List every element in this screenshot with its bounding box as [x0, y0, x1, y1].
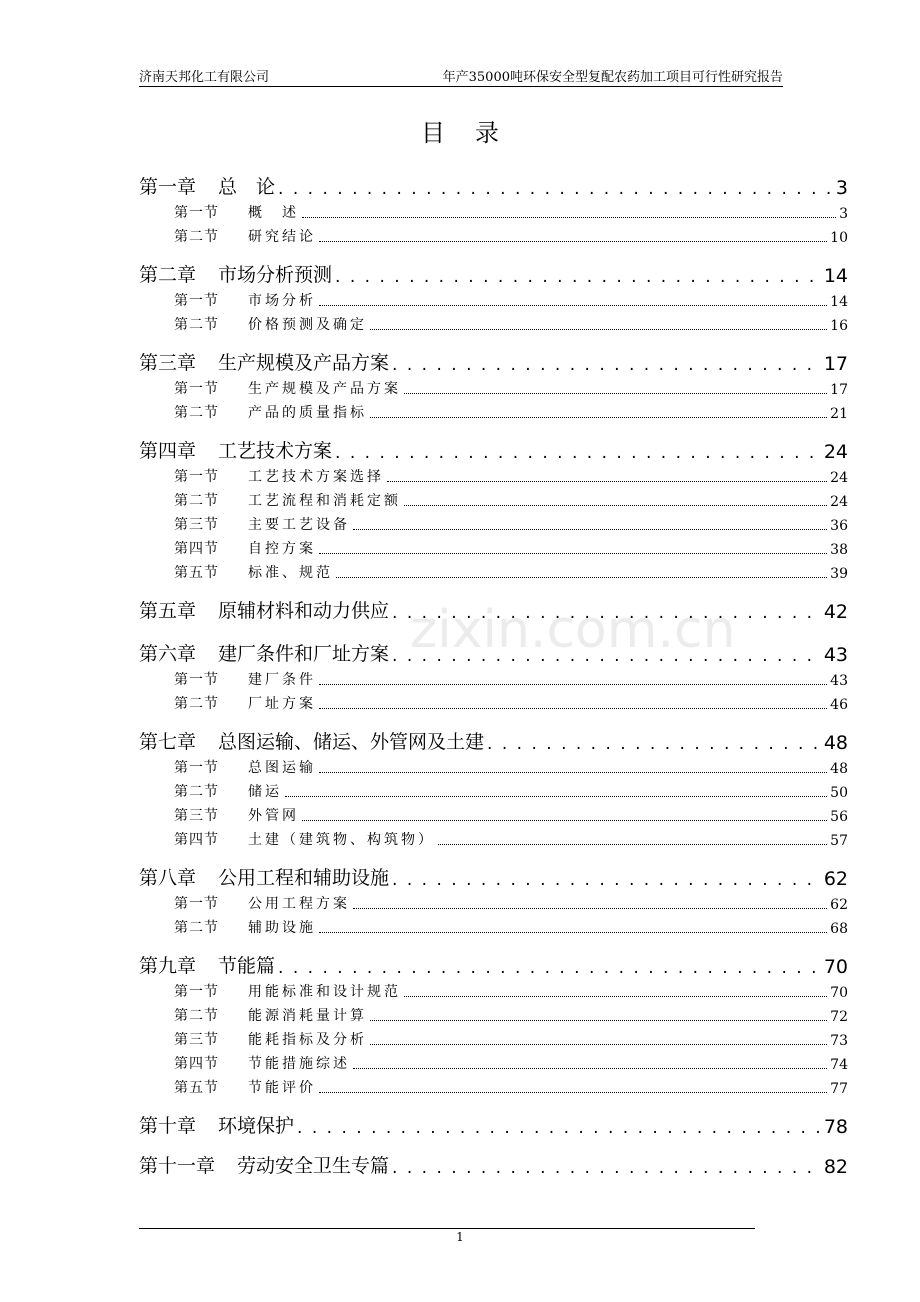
toc-entry-number: 第四节	[174, 1056, 219, 1072]
toc-entry-page: 14	[830, 294, 848, 310]
toc-entry-title: 土建（建筑物、构筑物）	[248, 832, 435, 848]
toc-entry-page: 21	[830, 406, 848, 422]
toc-entry-page: 70	[830, 985, 848, 1001]
toc-dot-leader	[302, 819, 827, 821]
toc-entry-page: 17	[823, 353, 848, 375]
toc-entry-number: 第三节	[174, 808, 219, 824]
toc-dot-leader	[404, 392, 827, 394]
toc-chapter-entry[interactable]	[139, 638, 848, 666]
toc-entry-title: 公用工程方案	[248, 896, 350, 912]
toc-entry-title: 工艺技术方案选择	[248, 469, 384, 485]
toc-entry-page: 57	[830, 833, 848, 849]
toc-entry-title: 能耗指标及分析	[248, 1032, 367, 1048]
toc-section-entry[interactable]	[139, 376, 848, 398]
toc-section-entry[interactable]	[139, 536, 848, 558]
toc-entry-title: 厂址方案	[248, 696, 316, 712]
toc-section-entry[interactable]	[139, 691, 848, 713]
toc-entry-page: 74	[830, 1057, 848, 1073]
toc-entry-title: 价格预测及确定	[248, 317, 367, 333]
toc-entry-title: 建厂条件和厂址方案	[218, 643, 390, 665]
toc-entry-title: 能源消耗量计算	[248, 1008, 367, 1024]
toc-entry-title: 概 述	[248, 205, 299, 221]
toc-entry-number: 第四章	[139, 440, 197, 462]
toc-entry-page: 62	[823, 868, 848, 890]
toc-entry-title: 环境保护	[218, 1115, 295, 1137]
toc-dot-leader	[319, 304, 827, 306]
toc-dot-leader	[319, 771, 827, 773]
toc-entry-number: 第四节	[174, 832, 219, 848]
toc-entry-title: 主要工艺设备	[248, 517, 350, 533]
toc-dot-leader	[319, 707, 827, 709]
page-header	[139, 64, 783, 87]
toc-dot-leader	[302, 216, 836, 218]
toc-entry-number: 第二节	[174, 493, 219, 509]
footer-page-number: 1	[456, 1230, 464, 1244]
toc-section-entry[interactable]	[139, 827, 848, 849]
toc-entry-title: 总图运输	[248, 760, 316, 776]
toc-entry-number: 第五章	[139, 600, 197, 622]
toc-section-entry[interactable]	[139, 1051, 848, 1073]
toc-dot-leader	[370, 1019, 827, 1021]
toc-chapter-entry[interactable]	[139, 595, 848, 623]
toc-entry-number: 第二节	[174, 405, 219, 421]
toc-entry-title: 总 论	[218, 176, 276, 198]
toc-entry-page: 62	[830, 897, 848, 913]
toc-entry-number: 第六章	[139, 643, 197, 665]
toc-dot-leader	[387, 480, 827, 482]
toc-entry-page: 3	[839, 206, 848, 222]
toc-section-entry[interactable]	[139, 400, 848, 422]
toc-dot-leader	[319, 240, 827, 242]
toc-chapter-entry[interactable]	[139, 347, 848, 375]
toc-entry-title: 公用工程和辅助设施	[218, 867, 390, 889]
toc-entry-page: 48	[830, 761, 848, 777]
toc-entry-page: 56	[830, 809, 848, 825]
toc-dot-leader	[370, 328, 827, 330]
toc-entry-page: 48	[823, 732, 848, 754]
toc-entry-number: 第一节	[174, 984, 219, 1000]
toc-entry-number: 第一节	[174, 469, 219, 485]
toc-entry-page: 82	[823, 1156, 848, 1178]
toc-section-entry[interactable]	[139, 560, 848, 582]
toc-entry-number: 第二章	[139, 264, 197, 286]
toc-entry-title: 市场分析	[248, 293, 316, 309]
toc-entry-page: 14	[823, 265, 848, 287]
toc-dot-leader	[438, 843, 827, 845]
header-report-title: 年产35000吨环保安全型复配农药加工项目可行性研究报告	[442, 70, 783, 85]
toc-dot-leader	[404, 995, 827, 997]
toc-entry-page: 73	[830, 1033, 848, 1049]
toc-dot-leader	[319, 683, 827, 685]
toc-dot-leader	[319, 931, 827, 933]
toc-dot-leader	[335, 271, 821, 283]
toc-entry-number: 第十章	[139, 1115, 197, 1137]
toc-entry-title: 储运	[248, 784, 282, 800]
toc-entry-title: 研究结论	[248, 229, 316, 245]
toc-section-entry[interactable]	[139, 224, 848, 246]
toc-entry-title: 劳动安全卫生专篇	[237, 1155, 390, 1177]
toc-entry-page: 43	[823, 644, 848, 666]
toc-entry-page: 10	[830, 230, 848, 246]
toc-entry-page: 36	[830, 518, 848, 534]
toc-section-entry[interactable]	[139, 1003, 848, 1025]
toc-entry-number: 第二节	[174, 784, 219, 800]
toc-entry-page: 38	[830, 542, 848, 558]
toc-entry-page: 77	[830, 1081, 848, 1097]
toc-entry-title: 用能标准和设计规范	[248, 984, 401, 1000]
toc-dot-leader	[392, 650, 821, 662]
toc-entry-title: 原辅材料和动力供应	[218, 600, 390, 622]
toc-entry-title: 节能评价	[248, 1080, 316, 1096]
toc-dot-leader	[278, 962, 821, 974]
toc-entry-number: 第七章	[139, 731, 197, 753]
toc-entry-title: 市场分析预测	[218, 264, 333, 286]
toc-dot-leader	[392, 1162, 821, 1174]
toc-entry-number: 第十一章	[139, 1155, 216, 1177]
toc-entry-title: 产品的质量指标	[248, 405, 367, 421]
toc-dot-leader	[404, 504, 827, 506]
toc-dot-leader	[278, 183, 833, 195]
toc-dot-leader	[353, 1067, 827, 1069]
toc-entry-page: 39	[830, 566, 848, 582]
toc-entry-title: 节能篇	[218, 955, 276, 977]
toc-chapter-entry[interactable]	[139, 1110, 848, 1138]
toc-entry-title: 工艺流程和消耗定额	[248, 493, 401, 509]
toc-section-entry[interactable]	[139, 1027, 848, 1049]
toc-entry-title: 总图运输、储运、外管网及土建	[218, 731, 485, 753]
toc-entry-number: 第八章	[139, 867, 197, 889]
toc-entry-number: 第二节	[174, 920, 219, 936]
toc-entry-title: 自控方案	[248, 541, 316, 557]
toc-entry-title: 工艺技术方案	[218, 440, 333, 462]
toc-dot-leader	[392, 359, 821, 371]
toc-entry-number: 第二节	[174, 229, 219, 245]
toc-entry-page: 50	[830, 785, 848, 801]
toc-dot-leader	[353, 528, 827, 530]
toc-section-entry[interactable]	[139, 288, 848, 310]
toc-section-entry[interactable]	[139, 979, 848, 1001]
toc-section-entry[interactable]	[139, 915, 848, 937]
toc-entry-page: 68	[830, 921, 848, 937]
toc-section-entry[interactable]	[139, 803, 848, 825]
toc-chapter-entry[interactable]	[139, 950, 848, 978]
toc-section-entry[interactable]	[139, 464, 848, 486]
toc-entry-number: 第一章	[139, 176, 197, 198]
toc-entry-page: 24	[830, 494, 848, 510]
toc-entry-page: 43	[830, 673, 848, 689]
toc-entry-title: 标准、规范	[248, 565, 333, 581]
toc-entry-number: 第三节	[174, 517, 219, 533]
toc-entry-title: 生产规模及产品方案	[218, 352, 390, 374]
toc-entry-number: 第一节	[174, 896, 219, 912]
toc-entry-title: 节能措施综述	[248, 1056, 350, 1072]
toc-entry-number: 第二节	[174, 317, 219, 333]
toc-entry-number: 第二节	[174, 696, 219, 712]
toc-entry-page: 78	[823, 1116, 848, 1138]
toc-entry-number: 第一节	[174, 381, 219, 397]
toc-chapter-entry[interactable]	[139, 259, 848, 287]
toc-section-entry[interactable]	[139, 755, 848, 777]
toc-dot-leader	[370, 1043, 827, 1045]
toc-title: 目录	[421, 119, 529, 147]
toc-entry-number: 第一节	[174, 672, 219, 688]
toc-entry-page: 46	[830, 697, 848, 713]
toc-entry-title: 生产规模及产品方案	[248, 381, 401, 397]
toc-dot-leader	[285, 795, 827, 797]
toc-entry-number: 第一节	[174, 205, 219, 221]
toc-dot-leader	[336, 576, 827, 578]
header-company: 济南天邦化工有限公司	[139, 70, 270, 85]
toc-dot-leader	[297, 1122, 821, 1134]
toc-entry-number: 第三章	[139, 352, 197, 374]
toc-dot-leader	[335, 447, 821, 459]
toc-entry-number: 第五节	[174, 1080, 219, 1096]
toc-section-entry[interactable]	[139, 200, 848, 222]
toc-section-entry[interactable]	[139, 312, 848, 334]
toc-entry-number: 第三节	[174, 1032, 219, 1048]
toc-chapter-entry[interactable]	[139, 1150, 848, 1178]
toc-dot-leader	[353, 907, 827, 909]
toc-section-entry[interactable]	[139, 488, 848, 510]
toc-entry-page: 42	[823, 601, 848, 623]
toc-section-entry[interactable]	[139, 512, 848, 534]
toc-section-entry[interactable]	[139, 891, 848, 913]
toc-entry-page: 70	[823, 956, 848, 978]
toc-section-entry[interactable]	[139, 779, 848, 801]
toc-dot-leader	[370, 416, 827, 418]
toc-dot-leader	[487, 738, 821, 750]
toc-entry-page: 3	[835, 177, 848, 199]
toc-dot-leader	[392, 607, 821, 619]
toc-entry-page: 17	[830, 382, 848, 398]
watermark: zixin.com.cn	[410, 600, 736, 660]
footer-rule	[139, 1228, 755, 1229]
toc-entry-number: 第一节	[174, 760, 219, 776]
toc-entry-page: 72	[830, 1009, 848, 1025]
toc-chapter-entry[interactable]	[139, 862, 848, 890]
toc-entry-number: 第二节	[174, 1008, 219, 1024]
toc-section-entry[interactable]	[139, 667, 848, 689]
toc-chapter-entry[interactable]	[139, 726, 848, 754]
toc-entry-page: 24	[830, 470, 848, 486]
toc-entry-title: 辅助设施	[248, 920, 316, 936]
toc-entry-number: 第四节	[174, 541, 219, 557]
toc-chapter-entry[interactable]	[139, 435, 848, 463]
toc-section-entry[interactable]	[139, 1075, 848, 1097]
toc-entry-title: 建厂条件	[248, 672, 316, 688]
toc-dot-leader	[319, 552, 827, 554]
toc-entry-number: 第一节	[174, 293, 219, 309]
toc-entry-page: 16	[830, 318, 848, 334]
toc-chapter-entry[interactable]	[139, 171, 848, 199]
toc-dot-leader	[319, 1091, 827, 1093]
toc-entry-number: 第九章	[139, 955, 197, 977]
toc-entry-title: 外管网	[248, 808, 299, 824]
toc-entry-number: 第五节	[174, 565, 219, 581]
toc-dot-leader	[392, 874, 821, 886]
toc-entry-page: 24	[823, 441, 848, 463]
